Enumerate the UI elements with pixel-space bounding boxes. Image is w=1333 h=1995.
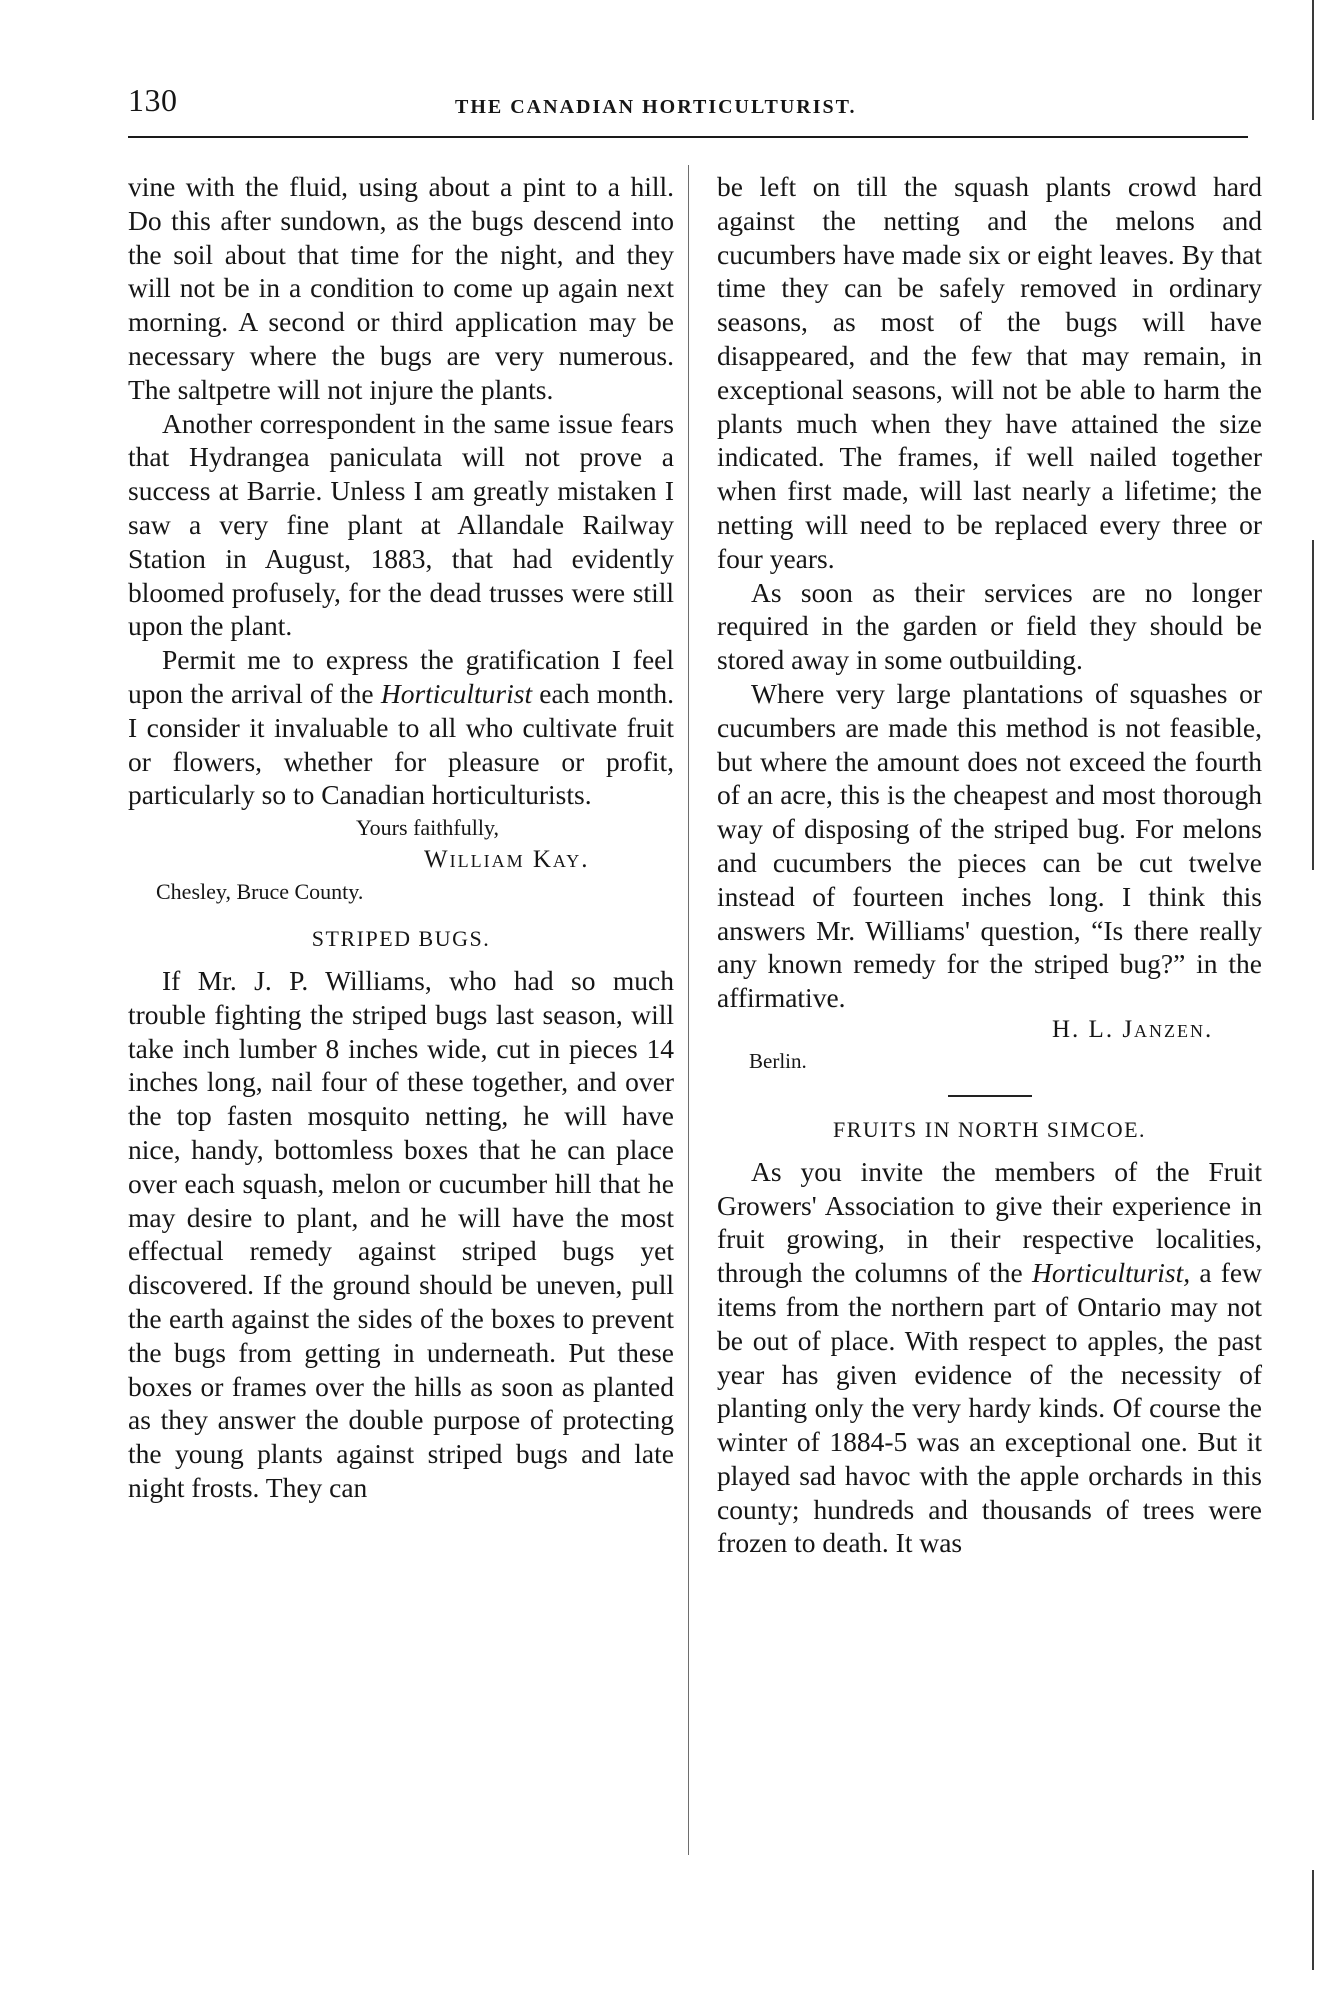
letter-place: Berlin. bbox=[749, 1048, 807, 1073]
text-run: As you invite the members of the Fruit Growers' Association to give their experience in fruit growing, in their respective localities, through the columns of the bbox=[717, 1155, 1262, 1289]
paragraph: Another correspondent in the same issue fears that Hydrangea paniculata will not prove a success at Barrie. Unless I am greatly mistaken I saw a very fine plant at Allandale Railway Station in August, 1883, that had evidently bloomed profusely, for the dead trusses were still upon the plant. bbox=[128, 407, 674, 642]
text-run: Permit me to express the gratification I feel upon the arrival of the bbox=[128, 644, 674, 709]
letter-signature: H. L. Janzen. bbox=[1052, 1015, 1214, 1043]
page-edge-line bbox=[1312, 540, 1314, 870]
italic-title: Horticulturist bbox=[380, 677, 533, 709]
paragraph bbox=[717, 1155, 1262, 1561]
paragraph bbox=[128, 643, 674, 812]
paragraph: Where very large plantations of squashes or cucumbers are made this method is not feasible, but where the amount does not exceed the fourth of an acre, this is the cheapest and most thorough way of disposing of the striped bug. For melons and cucumbers the pieces can be cut twelve instead of fourteen inches long. I think this answers Mr. Williams' question, “Is there really any known remedy for the striped bug?” in the affirmative. bbox=[717, 677, 1262, 1014]
letter-signature: William Kay. bbox=[424, 846, 590, 874]
section-heading: FRUITS IN NORTH SIMCOE. bbox=[832, 1116, 1147, 1142]
running-title: THE CANADIAN HORTICULTURIST. bbox=[455, 96, 857, 118]
section-rule bbox=[948, 1095, 1032, 1097]
column-divider bbox=[688, 165, 689, 1855]
page-edge-line bbox=[1312, 0, 1314, 120]
page-edge-line bbox=[1312, 1870, 1314, 1970]
header-rule bbox=[128, 136, 1248, 138]
letter-signoff bbox=[128, 812, 674, 908]
right-column bbox=[717, 170, 1262, 1560]
paragraph: As soon as their services are no longer required in the garden or field they should be stored away in some outbuilding. bbox=[717, 576, 1262, 676]
italic-title: Horticulturist, bbox=[1031, 1257, 1191, 1289]
text-run: each month. I consider it invaluable to all who cultivate fruit or flowers, whether for pleasure or profit, particularly so to Canadian horticulturists. bbox=[128, 677, 675, 811]
letter-closing: Yours faithfully, bbox=[356, 815, 500, 841]
section-heading: STRIPED BUGS. bbox=[311, 926, 491, 952]
page-number: 130 bbox=[128, 82, 178, 118]
left-column bbox=[128, 170, 674, 1505]
paragraph: If Mr. J. P. Williams, who had so much trouble fighting the striped bugs last season, will take inch lumber 8 inches wide, cut in pieces 14 inches long, nail four of these together, and over the top fasten mosquito netting, he will have nice, handy, bottomless boxes that he can place over each squash, melon or cucumber hill that he may desire to plant, and he will have the most effectual remedy against striped bugs yet discovered. If the ground should be uneven, pull the earth against the sides of the boxes to prevent the bugs from getting in underneath. Put these boxes or frames over the hills as soon as planted as they answer the double purpose of protecting the young plants against striped bugs and late night frosts. They can bbox=[128, 964, 674, 1503]
text-run: a few items from the northern part of Ontario may not be out of place. With respect to apples, the past year has given evidence of the necessity of planting only the very hardy kinds. Of course the winter of 1884-5 was an exceptional one. But it played sad havoc with the apple orchards in this county; hundreds and thousands of trees were frozen to death. It was bbox=[717, 1257, 1262, 1559]
paragraph: be left on till the squash plants crowd hard against the netting and the melons and cucumbers have made six or eight leaves. By that time they can be safely removed in ordinary seasons, as most of the bugs will have disappeared, and the few that may remain, in exceptional seasons, will not be able to harm the plants much when they have attained the size indicated. The frames, if well nailed together when first made, will last nearly a lifetime; the netting will need to be replaced every three or four years. bbox=[717, 171, 1262, 574]
letter-place: Chesley, Bruce County. bbox=[156, 879, 364, 905]
paragraph: vine with the fluid, using about a pint to a hill. Do this after sundown, as the bugs descend into the soil about that time for the night, and they will not be in a condition to come up again next morning. A second or third application may be necessary where the bugs are very numerous. The saltpetre will not injure the plants. bbox=[128, 171, 674, 405]
